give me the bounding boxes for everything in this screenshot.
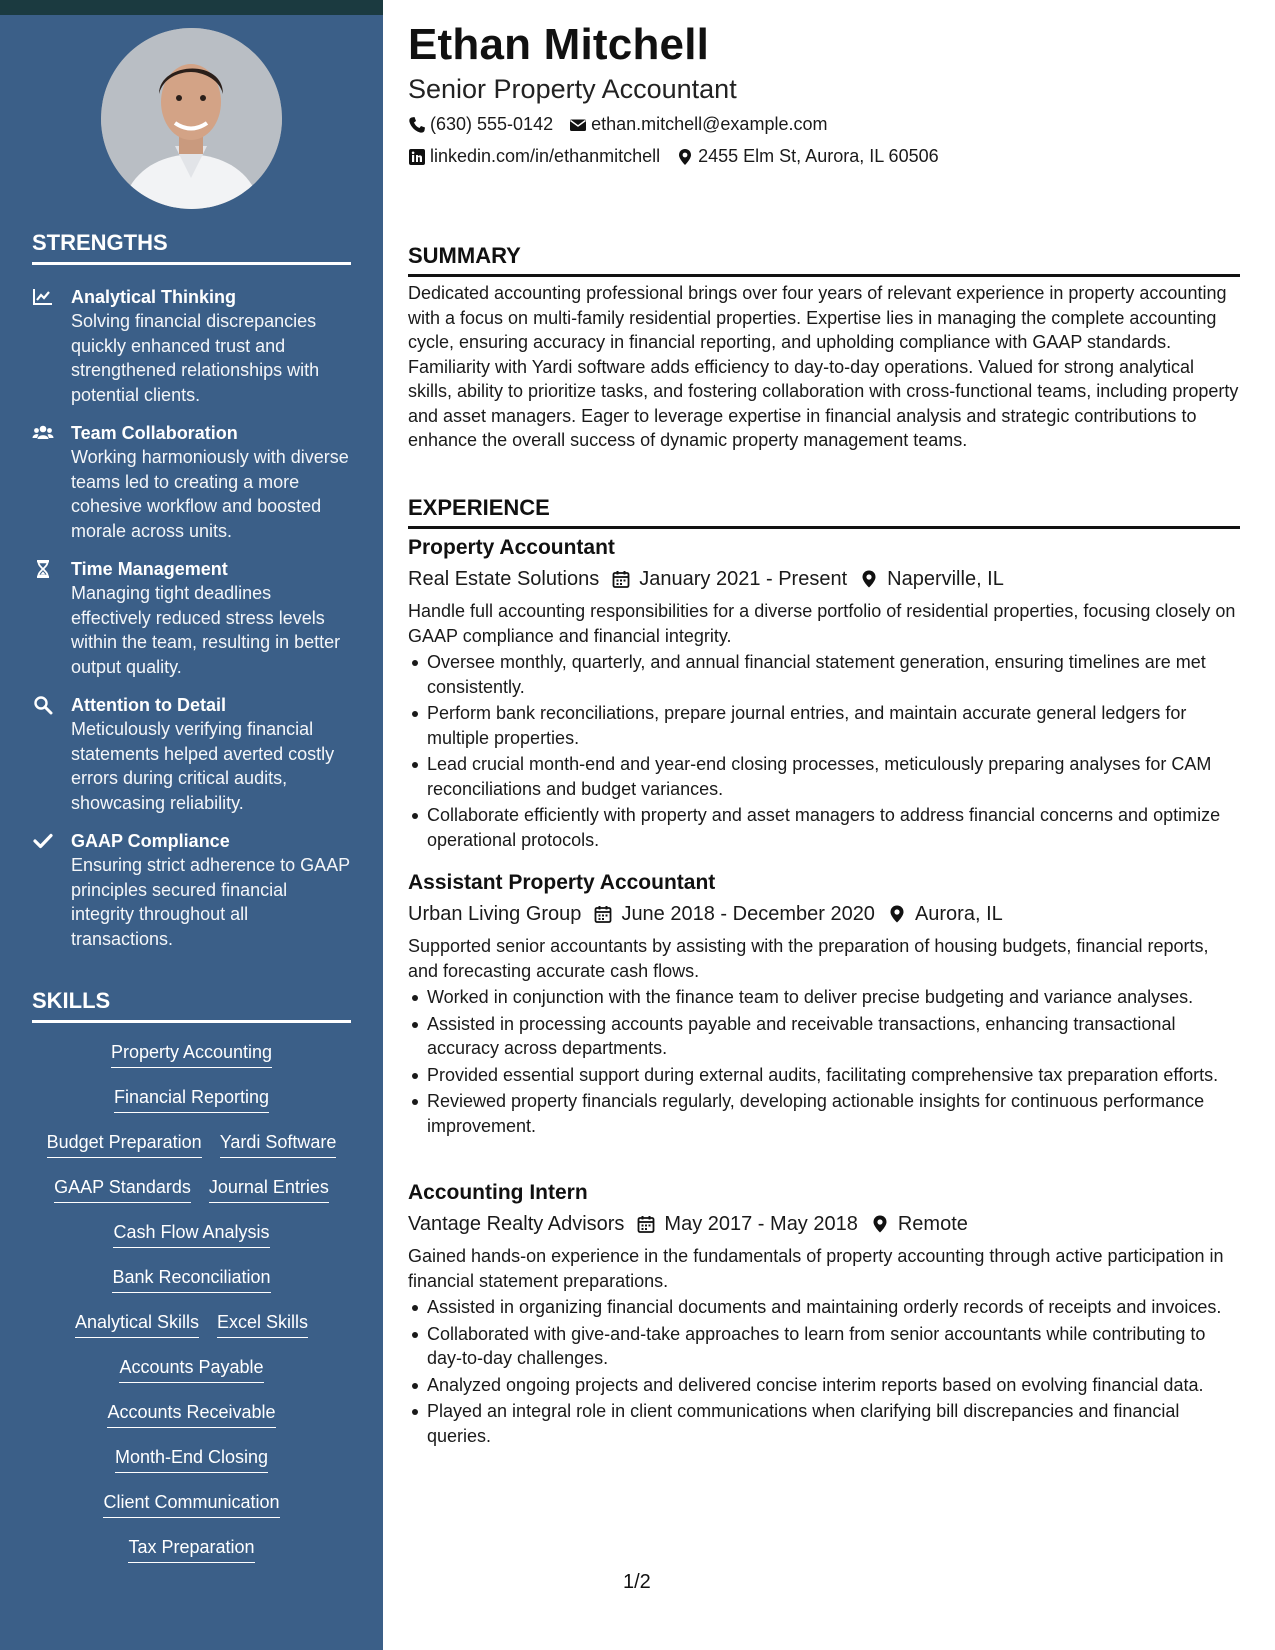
skill-row bbox=[32, 1220, 351, 1265]
job-bullet: Analyzed ongoing projects and delivered concise interim reports based on evolving financial data. bbox=[408, 1373, 1240, 1398]
calendar-icon bbox=[581, 904, 621, 924]
skill-tag: Financial Reporting bbox=[114, 1085, 269, 1113]
strengths-list bbox=[32, 285, 351, 965]
skill-row bbox=[32, 1445, 351, 1490]
job-bullet: Lead crucial month-end and year-end closing processes, meticulously preparing analyses for CAM reconciliations and budget variances. bbox=[408, 752, 1240, 801]
strength-title: Attention to Detail bbox=[71, 695, 226, 715]
job-bullet: Provided essential support during external audits, facilitating comprehensive tax preparation efforts. bbox=[408, 1063, 1240, 1088]
job-company: Real Estate Solutions bbox=[408, 568, 600, 590]
calendar-icon bbox=[624, 1214, 664, 1234]
job-bullet: Collaborated with give-and-take approaches to learn from senior accountants while contributing to day-to-day challenges. bbox=[408, 1322, 1240, 1371]
skill-tag: Month-End Closing bbox=[115, 1445, 268, 1473]
skill-row bbox=[32, 1130, 351, 1175]
strength-item bbox=[32, 829, 351, 951]
skill-tag: Accounts Receivable bbox=[107, 1400, 275, 1428]
skill-row bbox=[32, 1535, 351, 1580]
job-bullet: Played an integral role in client communications when clarifying bill discrepancies and financial queries. bbox=[408, 1399, 1240, 1448]
job-description: Supported senior accountants by assisting with the preparation of housing budgets, financial reports, and forecasting accurate cash flows. bbox=[408, 936, 1209, 981]
map-pin-icon bbox=[858, 1214, 898, 1234]
skill-row bbox=[32, 1490, 351, 1535]
job-dates: January 2021 - Present bbox=[639, 568, 848, 590]
summary-text: Dedicated accounting professional brings over four years of relevant experience in property accounting with a focus on multi-family residential properties. Expertise lies in managing the complete accounting cycle, ensuring accuracy in financial reporting, and upholding compliance with GAAP standards. Familiarity with Yardi software adds efficiency to day-to-day operations. Valued for strong analytical skills, ability to prioritize tasks, and fostering collaboration with cross-functional teams, including property and asset managers. Eager to leverage expertise in financial analysis and strategic contributions to enhance the overall success of dynamic property management teams. bbox=[408, 283, 1239, 450]
strength-item bbox=[32, 693, 351, 815]
job-bullet: Assisted in processing accounts payable and receivable transactions, enhancing transactional accuracy across departments. bbox=[408, 1012, 1240, 1061]
job-bullets bbox=[408, 985, 1240, 1138]
skill-row bbox=[32, 1400, 351, 1445]
strength-item bbox=[32, 557, 351, 679]
email-text: ethan.mitchell@example.com bbox=[591, 114, 828, 134]
contact-phone[interactable] bbox=[408, 114, 553, 135]
skill-row bbox=[32, 1310, 351, 1355]
job-bullets bbox=[408, 650, 1240, 852]
linkedin-text: linkedin.com/in/ethanmitchell bbox=[430, 146, 661, 166]
strength-desc: Working harmoniously with diverse teams led to creating a more cohesive workflow and boosted morale across units. bbox=[71, 447, 349, 541]
job-company: Vantage Realty Advisors bbox=[408, 1213, 625, 1235]
contact-row-1 bbox=[408, 114, 827, 135]
map-pin-icon bbox=[676, 148, 694, 166]
job-location: Remote bbox=[897, 1213, 968, 1235]
check-icon bbox=[32, 831, 54, 851]
linkedin-icon bbox=[408, 148, 426, 166]
job-meta bbox=[408, 565, 1240, 593]
job-bullets bbox=[408, 1295, 1240, 1448]
map-pin-icon bbox=[875, 904, 915, 924]
sidebar-top-bar bbox=[0, 0, 383, 15]
job-entry bbox=[408, 534, 1240, 854]
experience-heading: EXPERIENCE bbox=[408, 495, 1240, 529]
job-bullet: Reviewed property financials regularly, developing actionable insights for continuous performance improvement. bbox=[408, 1089, 1240, 1138]
phone-text: (630) 555-0142 bbox=[430, 114, 554, 134]
hourglass-icon bbox=[32, 559, 54, 579]
skill-row bbox=[32, 1085, 351, 1130]
skill-tag: Budget Preparation bbox=[47, 1130, 202, 1158]
strength-desc: Managing tight deadlines effectively reduced stress levels within the team, resulting in better output quality. bbox=[71, 583, 341, 677]
strength-title: GAAP Compliance bbox=[71, 831, 230, 851]
job-title: Accounting Intern bbox=[408, 1181, 588, 1204]
summary-heading: SUMMARY bbox=[408, 243, 1240, 277]
job-title: Assistant Property Accountant bbox=[408, 871, 716, 894]
map-pin-icon bbox=[847, 569, 887, 589]
job-bullet: Worked in conjunction with the finance team to deliver precise budgeting and variance analyses. bbox=[408, 985, 1240, 1010]
strengths-heading: STRENGTHS bbox=[32, 230, 351, 265]
job-company: Urban Living Group bbox=[408, 903, 582, 925]
skill-row bbox=[32, 1175, 351, 1220]
job-bullet: Oversee monthly, quarterly, and annual financial statement generation, ensuring timelines are met consistently. bbox=[408, 650, 1240, 699]
job-bullet: Assisted in organizing financial documents and maintaining orderly records of receipts and invoices. bbox=[408, 1295, 1240, 1320]
phone-icon bbox=[408, 116, 426, 134]
strength-title: Team Collaboration bbox=[71, 423, 238, 443]
skill-tag: Cash Flow Analysis bbox=[113, 1220, 269, 1248]
job-title: Property Accountant bbox=[408, 536, 615, 559]
strength-desc: Meticulously verifying financial statements helped averted costly errors during critical audits, showcasing reliability. bbox=[71, 719, 335, 813]
skill-tag: Yardi Software bbox=[220, 1130, 337, 1158]
job-location: Naperville, IL bbox=[887, 568, 1004, 590]
job-bullet: Perform bank reconciliations, prepare journal entries, and maintain accurate general ledgers for multiple properties. bbox=[408, 701, 1240, 750]
contact-email[interactable] bbox=[569, 114, 827, 135]
profile-photo bbox=[101, 28, 282, 209]
skill-tag: Journal Entries bbox=[209, 1175, 329, 1203]
skill-tag: GAAP Standards bbox=[54, 1175, 191, 1203]
contact-address bbox=[676, 146, 939, 167]
strength-title: Time Management bbox=[71, 559, 228, 579]
skills-list bbox=[32, 1040, 351, 1580]
skill-tag: Bank Reconciliation bbox=[112, 1265, 270, 1293]
candidate-role: Senior Property Accountant bbox=[408, 74, 737, 104]
job-meta bbox=[408, 900, 1240, 928]
job-meta bbox=[408, 1210, 1240, 1238]
envelope-icon bbox=[569, 116, 587, 134]
skill-tag: Tax Preparation bbox=[128, 1535, 254, 1563]
job-location: Aurora, IL bbox=[914, 903, 1003, 925]
contact-linkedin[interactable] bbox=[408, 146, 660, 167]
skill-row bbox=[32, 1040, 351, 1085]
job-dates: June 2018 - December 2020 bbox=[621, 903, 875, 925]
search-icon bbox=[32, 695, 54, 715]
skill-row bbox=[32, 1265, 351, 1310]
skill-tag: Accounts Payable bbox=[119, 1355, 263, 1383]
skill-tag: Excel Skills bbox=[217, 1310, 308, 1338]
job-description: Gained hands-on experience in the fundamentals of property accounting through active participation in financial statement preparations. bbox=[408, 1246, 1224, 1291]
skill-tag: Client Communication bbox=[103, 1490, 279, 1518]
strength-item bbox=[32, 285, 351, 407]
job-entry bbox=[408, 1179, 1240, 1450]
strength-desc: Solving financial discrepancies quickly enhanced trust and strengthened relationships with potential clients. bbox=[71, 311, 320, 405]
calendar-icon bbox=[599, 569, 639, 589]
candidate-name: Ethan Mitchell bbox=[408, 20, 710, 69]
strength-title: Analytical Thinking bbox=[71, 287, 237, 307]
skill-tag: Analytical Skills bbox=[75, 1310, 199, 1338]
contact-row-2 bbox=[408, 146, 939, 167]
strength-desc: Ensuring strict adherence to GAAP principles secured financial integrity throughout all transactions. bbox=[71, 855, 350, 949]
job-description: Handle full accounting responsibilities for a diverse portfolio of residential properties, focusing closely on GAAP compliance and financial integrity. bbox=[408, 601, 1236, 646]
chart-line-icon bbox=[32, 287, 54, 307]
address-text: 2455 Elm St, Aurora, IL 60506 bbox=[698, 146, 939, 166]
skill-tag: Property Accounting bbox=[111, 1040, 272, 1068]
job-entry bbox=[408, 869, 1240, 1140]
skills-heading: SKILLS bbox=[32, 988, 351, 1023]
users-icon bbox=[32, 423, 54, 443]
job-dates: May 2017 - May 2018 bbox=[664, 1213, 858, 1235]
page-number: 1/2 bbox=[623, 1571, 651, 1593]
job-bullet: Collaborate efficiently with property and asset managers to address financial concerns and optimize operational protocols. bbox=[408, 803, 1240, 852]
sidebar bbox=[0, 15, 383, 1650]
strength-item bbox=[32, 421, 351, 543]
skill-row bbox=[32, 1355, 351, 1400]
